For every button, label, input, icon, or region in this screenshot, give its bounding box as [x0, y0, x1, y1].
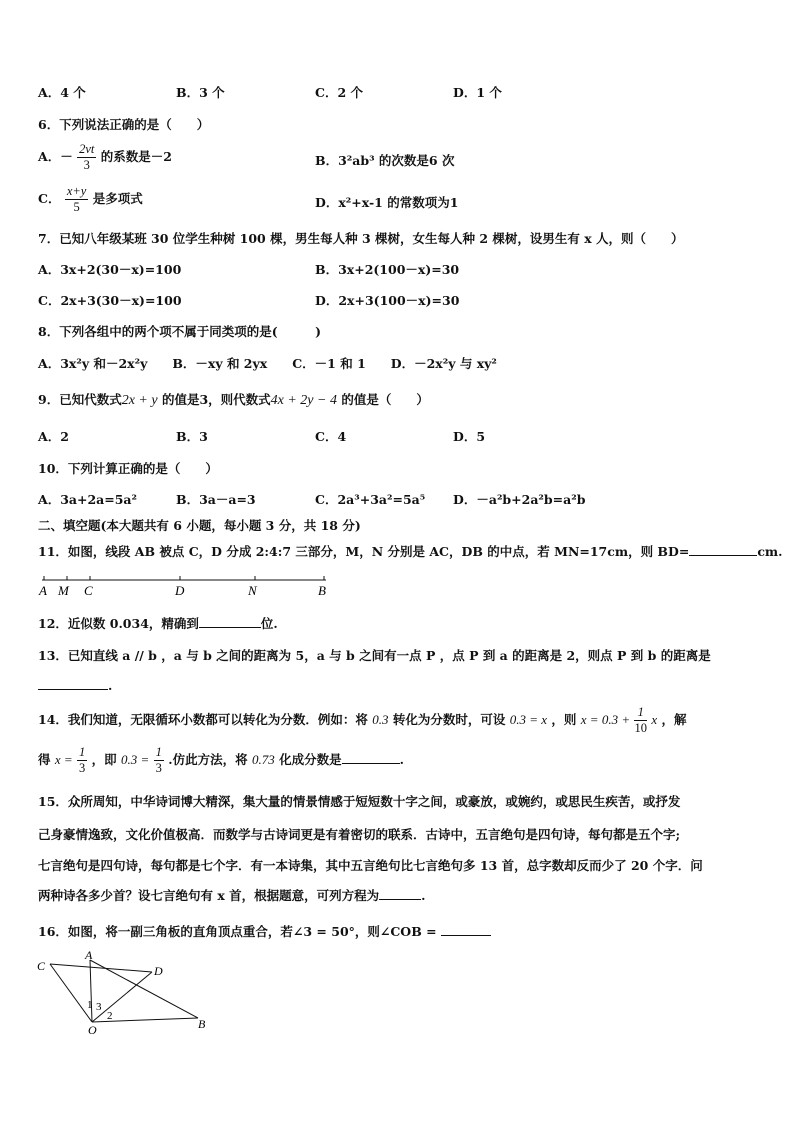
q7-option-c: C．2x+3(30－x)=100 [38, 293, 182, 308]
q15-line2: 己身豪情逸致，文化价值极高．而数学与古诗词更是有着密切的联系．古诗中，五言绝句是四句诗，每句都是五个字; [38, 827, 681, 842]
q6-option-c: C． $\frac{x+y}{5}$ 是多项式 [38, 184, 143, 214]
q9-stem: 9．已知代数式2x + y 的值是3，则代数式4x + 2y − 4 的值是（ ） [38, 392, 429, 408]
q10-option-a: A．3a+2a=5a² [38, 492, 138, 507]
q6-option-a: A．－ $\frac{2vt}{3}$ 的系数是－2 [38, 142, 172, 172]
q8-stem: 8．下列各组中的两个项不属于同类项的是( ) [38, 324, 322, 339]
label-m: M [58, 583, 69, 598]
q9-option-d: D．5 [453, 429, 486, 444]
q10-option-b: B．3a－a=3 [176, 492, 256, 507]
q14-line2: 得 x = $\frac{1}{3}$ ，即 0.3 = $\frac{1}{3}$ .仿此方法，将 0.73 化成分数是 . [38, 745, 404, 775]
q5-option-d: D．1 个 [453, 85, 502, 100]
q14-answer-blank[interactable] [342, 751, 400, 764]
label-d: D [175, 583, 185, 598]
q7-option-b: B．3x+2(100－x)=30 [315, 262, 460, 277]
q13-stem: 13．已知直线 a // b ，a 与 b 之间的距离为 5，a 与 b 之间有一点 P ，点 P 到 a 的距离是 2，则点 P 到 b 的距离是 [38, 648, 711, 663]
q5-option-c: C．2 个 [315, 85, 363, 100]
q7-option-a: A．3x+2(30－x)=100 [38, 262, 182, 277]
q11-answer-blank[interactable] [689, 543, 757, 556]
label-2: 2 [107, 1010, 113, 1022]
label-a: A [39, 583, 47, 598]
label-b: B [318, 583, 326, 598]
label-3: 3 [96, 1001, 102, 1013]
q16-triangle-figure [34, 950, 214, 1038]
q9-option-b: B．3 [176, 429, 208, 444]
q7-stem: 7．已知八年级某班 30 位学生种树 100 棵，男生每人种 3 棵树，女生每人种 2 棵树，设男生有 x 人，则（ ） [38, 231, 684, 246]
q5-option-a: A．4 个 [38, 85, 86, 100]
q10-stem: 10．下列计算正确的是（ ） [38, 461, 218, 476]
q12-answer-blank[interactable] [199, 615, 261, 628]
q6-option-d: D．x²+x-1 的常数项为1 [315, 195, 459, 210]
label-1: 1 [87, 999, 93, 1011]
label-o: O [88, 1023, 97, 1037]
label-c: C [84, 583, 93, 598]
q14-line1: 14．我们知道，无限循环小数都可以转化为分数．例如：将 0.3 转化为分数时，可设 0.3 = x ，则 x = 0.3 + $\frac{1}{10}$ x ，解 [38, 705, 687, 735]
q8-options: A．3x²y 和－2x²y B．－xy 和 2yx C．－1 和 1 D．－2x²y 与 xy² [38, 356, 497, 371]
q5-option-b: B．3 个 [176, 85, 225, 100]
q9-option-c: C．4 [315, 429, 347, 444]
q7-option-d: D．2x+3(100－x)=30 [315, 293, 460, 308]
q10-option-c: C．2a³+3a²=5a⁵ [315, 492, 426, 507]
q16-answer-blank[interactable] [441, 923, 491, 936]
q12-stem: 12．近似数 0.034，精确到 位. [38, 616, 278, 631]
q11-segment-figure [34, 568, 334, 600]
q15-line4: 两种诗各多少首？设七言绝句有 x 首，根据题意，可列方程为 . [38, 888, 426, 903]
label-b: B [198, 1017, 206, 1031]
label-c: C [37, 959, 46, 973]
q6-stem: 6．下列说法正确的是（ ） [38, 117, 210, 132]
q13-answer-blank[interactable] [38, 677, 108, 690]
q6-option-b: B．3²ab³ 的次数是6 次 [315, 153, 455, 168]
q9-option-a: A．2 [38, 429, 69, 444]
q13-answer: . [38, 677, 112, 693]
q15-answer-blank[interactable] [379, 887, 421, 900]
q15-line1: 15．众所周知，中华诗词博大精深，集大量的情景情感于短短数十字之间，或豪放，或婉约，或思民生疾苦，或抒发 [38, 794, 681, 809]
q15-line3: 七言绝句是四句诗，每句都是七个字．有一本诗集，其中五言绝句比七言绝句多 13 首，总字数却反而少了 20 个字．问 [38, 858, 703, 873]
q11-stem: 11．如图，线段 AB 被点 C，D 分成 2:4:7 三部分，M，N 分别是 AC，DB 的中点，若 MN=17cm，则 BD= cm. [38, 544, 783, 559]
q10-option-d: D．－a²b+2a²b=a²b [453, 492, 586, 507]
section-heading: 二、填空题(本大题共有 6 小题，每小题 3 分，共 18 分) [38, 518, 361, 533]
label-d: D [154, 964, 163, 978]
q16-stem: 16．如图，将一副三角板的直角顶点重合，若∠3 = 50°，则∠COB = [38, 922, 491, 940]
label-n: N [248, 583, 257, 598]
label-a: A [85, 950, 93, 962]
